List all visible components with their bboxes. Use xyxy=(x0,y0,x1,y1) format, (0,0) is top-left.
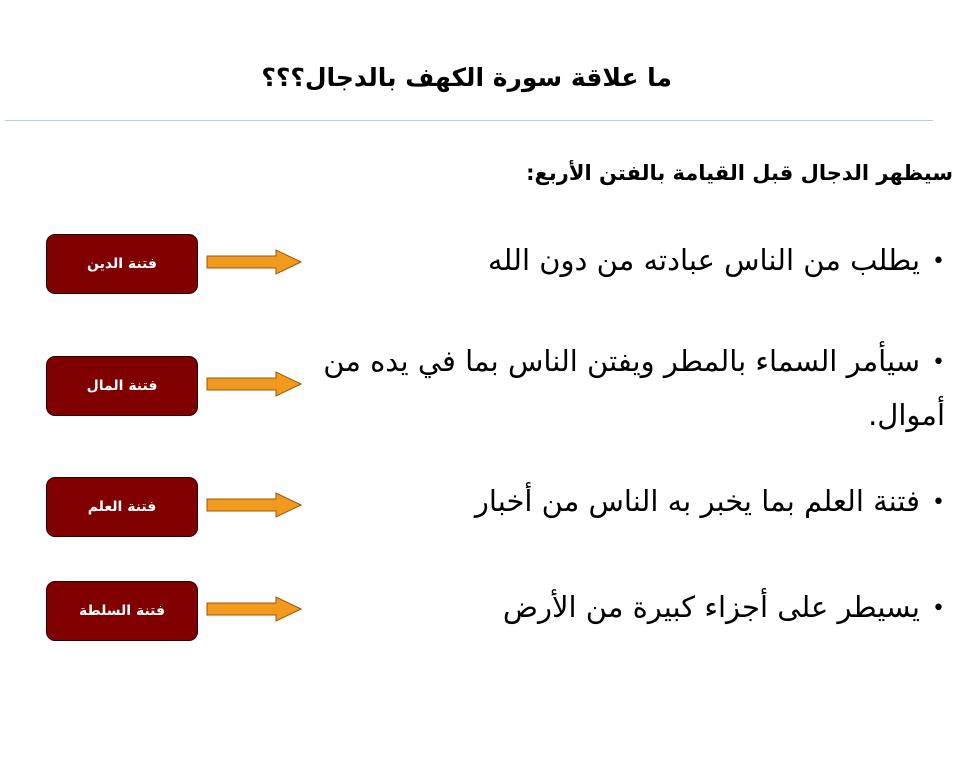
bullet-dot: • xyxy=(932,350,945,375)
bullet-text: يطلب من الناس عبادته من دون الله xyxy=(487,243,921,277)
bullet-dot: • xyxy=(932,249,945,274)
intro-heading: سيظهر الدجال قبل القيامة بالفتن الأربع: xyxy=(526,161,953,185)
right-arrow-icon xyxy=(206,371,302,397)
bullet-item-text xyxy=(488,234,945,288)
title-divider xyxy=(5,120,933,121)
fitna-label-box: فتنة السلطة xyxy=(46,581,198,641)
bullet-text: فتنة العلم بما يخبر به الناس من أخبار xyxy=(474,484,921,518)
fitna-label-box: فتنة المال xyxy=(46,356,198,416)
bullet-item-text xyxy=(475,475,945,529)
slide-title: ما علاقة سورة الكهف بالدجال؟؟؟ xyxy=(261,63,672,92)
right-arrow-icon xyxy=(206,249,302,275)
right-arrow-icon xyxy=(206,492,302,518)
bullet-dot: • xyxy=(932,596,945,621)
fitna-label-box: فتنة الدين xyxy=(46,234,198,294)
bullet-text: يسيطر على أجزاء كبيرة من الأرض xyxy=(502,590,921,624)
bullet-dot: • xyxy=(932,490,945,515)
bullet-text: سيأمر السماء بالمطر ويفتن الناس بما في يده من أموال. xyxy=(323,344,945,432)
bullet-item-text xyxy=(503,581,945,635)
bullet-item-text xyxy=(320,335,945,441)
right-arrow-icon xyxy=(206,596,302,622)
fitna-label-box: فتنة العلم xyxy=(46,477,198,537)
